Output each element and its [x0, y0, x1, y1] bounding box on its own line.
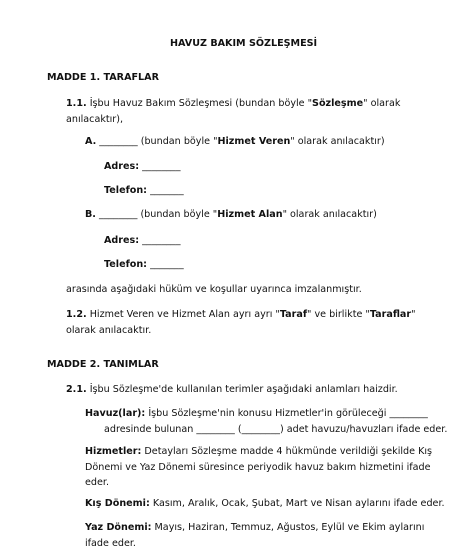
section-heading-madde-2: MADDE 2. TANIMLAR [47, 359, 159, 371]
clause-text: Hizmet Veren ve Hizmet Alan ayrı ayrı " [87, 309, 280, 320]
defined-term: Sözleşme [312, 98, 363, 109]
field-blank: ________ [139, 235, 180, 246]
field-label: Telefon: [104, 259, 147, 270]
document-title: HAVUZ BAKIM SÖZLEŞMESİ [170, 38, 317, 50]
definition-term: Havuz(lar): [85, 408, 145, 419]
party-b [85, 209, 377, 221]
clause-text: İşbu Havuz Bakım Sözleşmesi (bundan böyle " [87, 98, 312, 109]
definition-text: ifade eder. [85, 536, 424, 551]
field-label: Adres: [104, 235, 139, 246]
definition-text: Detayları Sözleşme madde 4 hükmünde verildiği şekilde Kış [141, 446, 432, 457]
definition-text: adresinde bulunan ________ (________) adet havuzu/havuzları ifade eder. [85, 422, 447, 438]
defined-term: Taraflar [370, 309, 411, 320]
definition-text: Kasım, Aralık, Ocak, Şubat, Mart ve Nisan aylarını ifade eder. [150, 498, 445, 509]
field-label: Adres: [104, 161, 139, 172]
defined-term: Hizmet Veren [217, 136, 290, 147]
party-text: " olarak anılacaktır) [290, 136, 384, 147]
clause-number: 1.2. [66, 309, 87, 320]
definition-term: Hizmetler: [85, 446, 141, 457]
party-label: A. [85, 136, 96, 147]
definition-text: Dönemi ve Yaz Dönemi süresince periyodik havuz bakım hizmetini ifade [85, 460, 432, 476]
definition-hizmetler [85, 444, 432, 491]
field-blank: _______ [147, 259, 184, 270]
definition-text: eder. [85, 475, 432, 491]
party-text: ________ (bundan böyle " [96, 209, 217, 220]
field-blank: ________ [139, 161, 180, 172]
definition-kis-donemi [85, 498, 445, 510]
clause-text: anılacaktır), [66, 112, 400, 128]
clause-number: 1.1. [66, 98, 87, 109]
definition-text: İşbu Sözleşme'nin konusu Hizmetler'in görüleceği ________ [145, 408, 428, 419]
definition-text: Mayıs, Haziran, Temmuz, Ağustos, Eylül ve Ekim aylarını [151, 522, 424, 533]
definition-term: Yaz Dönemi: [85, 522, 151, 533]
party-text: " olarak anılacaktır) [283, 209, 377, 220]
definition-yaz-donemi [85, 520, 424, 551]
party-b-address [104, 235, 181, 247]
field-label: Telefon: [104, 185, 147, 196]
party-text: ________ (bundan böyle " [96, 136, 217, 147]
party-b-phone [104, 259, 184, 271]
clause-1-2 [66, 307, 416, 338]
clause-text: " [411, 309, 415, 320]
clause-text: İşbu Sözleşme'de kullanılan terimler aşağıdaki anlamları haizdir. [87, 384, 398, 395]
clause-text: olarak anılacaktır. [66, 323, 416, 339]
defined-term: Hizmet Alan [217, 209, 282, 220]
clause-text: " olarak [363, 98, 400, 109]
definition-term: Kış Dönemi: [85, 498, 150, 509]
party-a [85, 136, 385, 148]
definition-havuz [85, 406, 447, 437]
party-label: B. [85, 209, 96, 220]
signing-sentence: arasında aşağıdaki hüküm ve koşullar uyarınca imzalanmıştır. [66, 284, 362, 296]
section-heading-madde-1: MADDE 1. TARAFLAR [47, 72, 159, 84]
clause-1-1 [66, 96, 400, 127]
defined-term: Taraf [280, 309, 307, 320]
clause-number: 2.1. [66, 384, 87, 395]
field-blank: _______ [147, 185, 184, 196]
party-a-address [104, 161, 181, 173]
clause-text: " ve birlikte " [307, 309, 370, 320]
clause-2-1 [66, 384, 398, 396]
party-a-phone [104, 185, 184, 197]
